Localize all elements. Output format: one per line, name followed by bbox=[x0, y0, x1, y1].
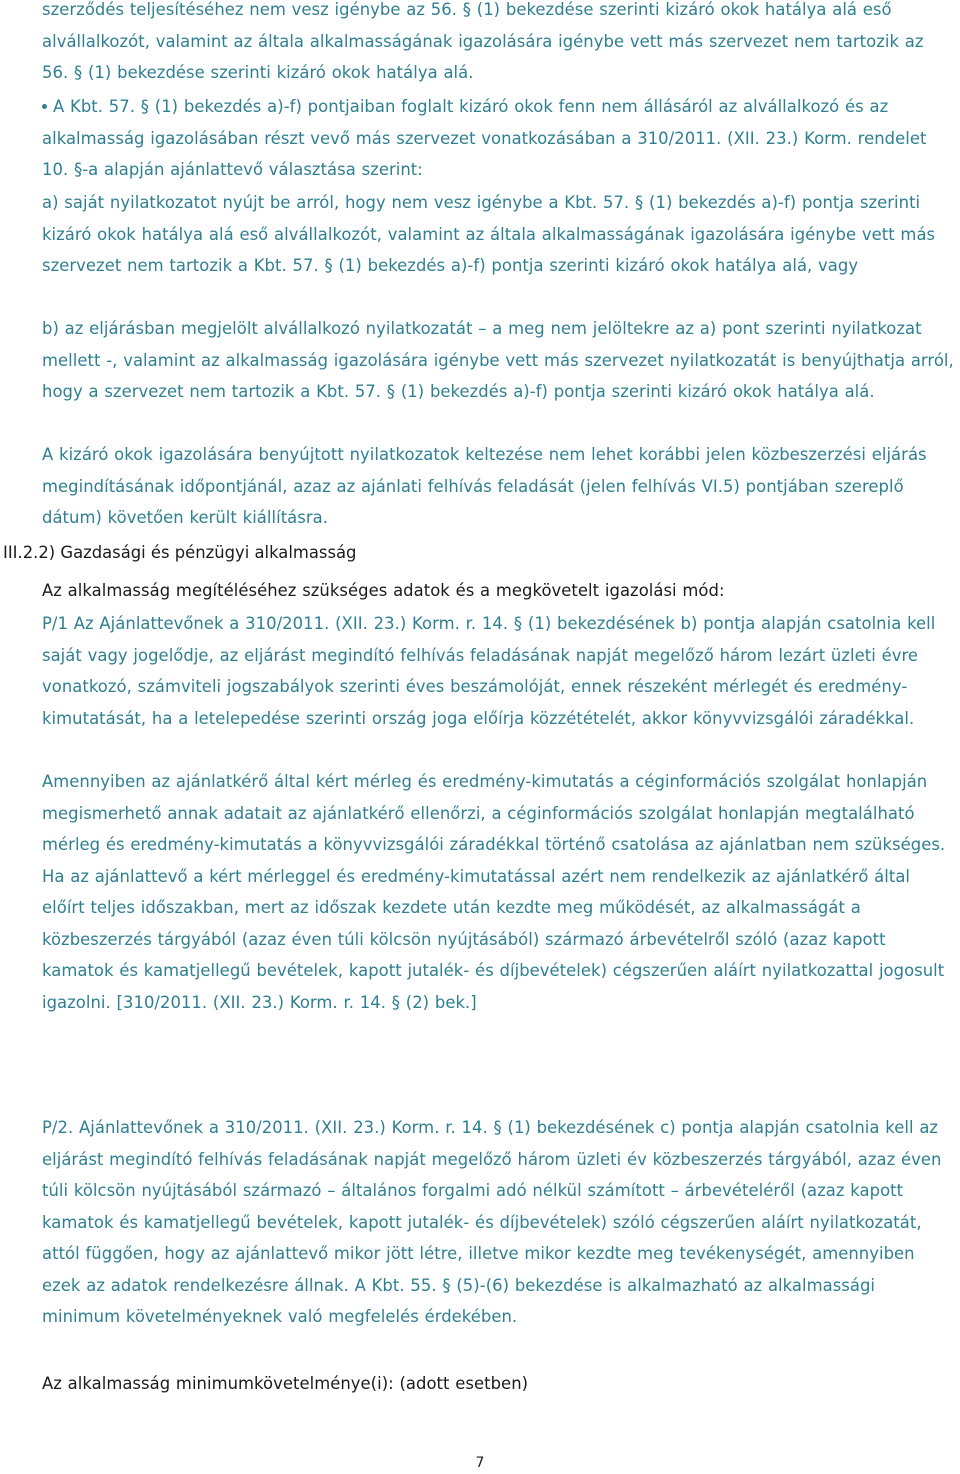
bullet-item bbox=[42, 91, 954, 186]
page-number: 7 bbox=[475, 1455, 485, 1471]
option-b-paragraph: b) az eljárásban megjelölt alvállalkozó nyilatkozatát – a meg nem jelöltekre az a) pont szerinti nyilatkozat mellett -, valamint az alkalmasság igazolására igénybe vett más szervezet nyilatkozatát is benyújthatja arról, hogy a szervezet nem tartozik a Kbt. 57. § (1) bekezdés a)-f) pontja szerinti kizáró okok hatálya alá. bbox=[42, 319, 954, 401]
bullet-text: A Kbt. 57. § (1) bekezdés a)-f) pontjaiban foglalt kizáró okok fenn nem állásáról az alvállalkozó és az alkalmasság igazolásában részt vevő más szervezet vonatkozásában a 310/2011. (XII. 23.) Korm. rendelet 10. §-a alapján ajánlattevő választása szerint: bbox=[42, 97, 927, 179]
p1-intro-paragraph: P/1 Az Ajánlattevőnek a 310/2011. (XII. 23.) Korm. r. 14. § (1) bekezdésének b) pontja alapján csatolnia kell saját vagy jogelődje, az eljárást megindító felhívás feladásának napját megelőző három lezárt üzleti évre vonatkozó, számviteli jogszabályok szerinti éves beszámolóját, ennek részeként mérlegét és eredmény-kimutatását, ha a letelepedése szerinti ország joga előírja közzétételét, akkor könyvvizsgálói záradékkal. bbox=[42, 614, 936, 728]
section-subheading: Az alkalmasság megítéléséhez szükséges adatok és a megkövetelt igazolási mód: bbox=[42, 581, 725, 600]
option-a-paragraph: a) saját nyilatkozatot nyújt be arról, hogy nem vesz igénybe a Kbt. 57. § (1) bekezdés a)-f) pontja szerinti kizáró okok hatálya alá eső alvállalkozót, valamint az általa alkalmasságának igazolására igénybe vett más szervezet nem tartozik a Kbt. 57. § (1) bekezdés a)-f) pontja szerinti kizáró okok hatálya alá, vagy bbox=[42, 193, 936, 275]
intro-paragraph: szerződés teljesítéséhez nem vesz igénybe az 56. § (1) bekezdése szerinti kizáró okok hatálya alá eső alvállalkozót, valamint az általa alkalmasságának igazolására igénybe vett más szervezet nem tartozik az 56. § (1) bekezdése szerinti kizáró okok hatálya alá. bbox=[42, 0, 924, 82]
p2-paragraph: P/2. Ajánlattevőnek a 310/2011. (XII. 23.) Korm. r. 14. § (1) bekezdésének c) pontja alapján csatolnia kell az eljárást megindító felhívás feladásának napját megelőző három üzleti év közbeszerzés tárgyából, azaz éven túli kölcsön nyújtásából származó – általános forgalmi adó nélkül számított – árbevételéről (azaz kapott kamatok és kamatjellegű bevételek, kapott jutalék- és díjbevételek) szóló cégszerűen aláírt nyilatkozatát, attól függően, hogy az ajánlattevő mikor jött létre, illetve mikor kezdte meg tevékenységét, amennyiben ezek az adatok rendelkezésre állnak. A Kbt. 55. § (5)-(6) bekezdése is alkalmazható az alkalmassági minimum követelményeknek való megfelelés érdekében. bbox=[42, 1118, 942, 1326]
bullet-icon bbox=[42, 104, 47, 109]
dating-paragraph: A kizáró okok igazolására benyújtott nyilatkozatok keltezése nem lehet korábbi jelen közbeszerzési eljárás megindításának időpontjánál, azaz az ajánlati felhívás feladását (jelen felhívás VI.5) pontjában szereplő dátum) követően került kiállításra. bbox=[42, 445, 927, 527]
p1-detail-paragraph: Amennyiben az ajánlatkérő által kért mérleg és eredmény-kimutatás a céginformációs szolgálat honlapján megismerhető annak adatait az ajánlatkérő ellenőrzi, a céginformációs szolgálat honlapján megtalálható mérleg és eredmény-kimutatás a könyvvizsgálói záradékkal történő csatolása az ajánlatban nem szükséges. Ha az ajánlattevő a kért mérleggel és eredmény-kimutatással azért nem rendelkezik az ajánlatkérő által előírt teljes időszakban, mert az időszak kezdete után kezdte meg működését, az alkalmasságát a közbeszerzés tárgyából (azaz éven túli kölcsön nyújtásából) származó árbevételről szóló (azaz kapott kamatok és kamatjellegű bevételek, kapott jutalék- és díjbevételek) cégszerűen aláírt nyilatkozattal jogosult igazolni. [310/2011. (XII. 23.) Korm. r. 14. § (2) bek.] bbox=[42, 772, 946, 1012]
section-heading: III.2.2) Gazdasági és pénzügyi alkalmasság bbox=[3, 543, 357, 562]
minimum-requirements-label: Az alkalmasság minimumkövetelménye(i): (adott esetben) bbox=[42, 1374, 529, 1393]
